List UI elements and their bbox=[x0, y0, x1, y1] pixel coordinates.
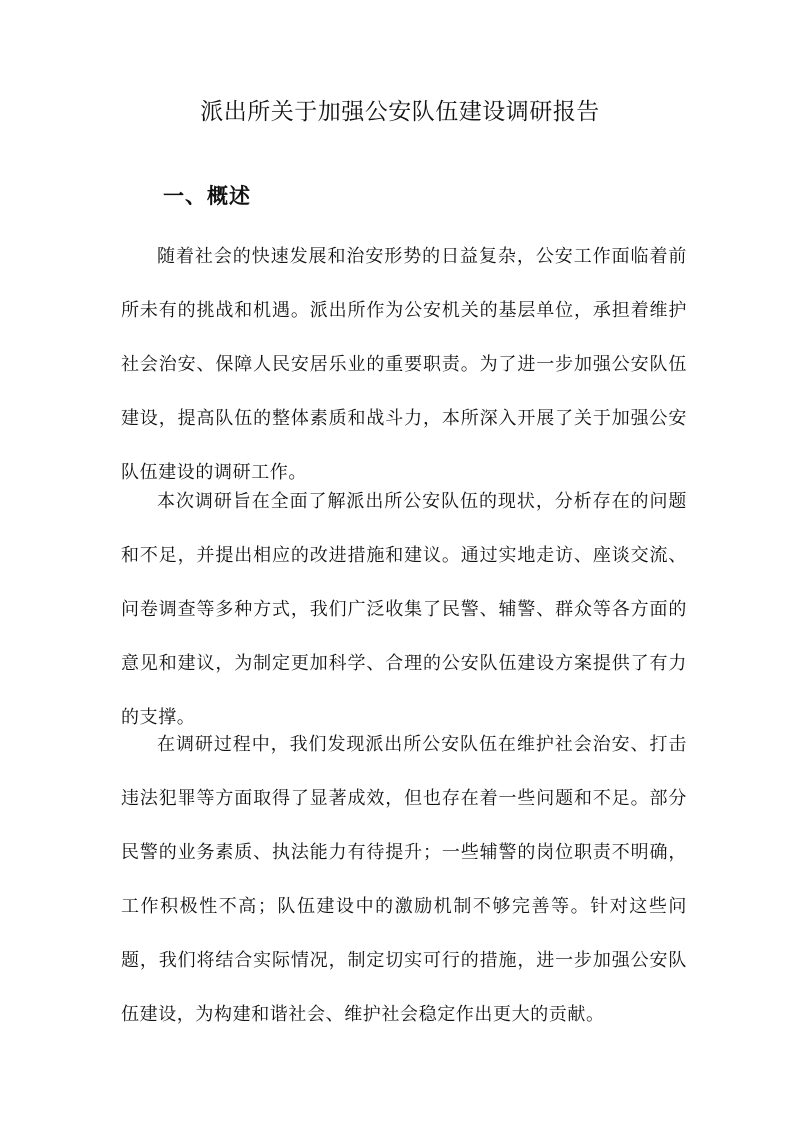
section-heading: 一、概述 bbox=[163, 183, 251, 208]
paragraph: 随着社会的快速发展和治安形势的日益复杂，公安工作面临着前所未有的挑战和机遇。派出所作为公安机关的基层单位，承担着维护社会治安、保障人民安居乐业的重要职责。为了进一步加强公安队伍建设，提高队伍的整体素质和战斗力，本所深入开展了关于加强公安队伍建设的调研工作。 bbox=[121, 246, 687, 483]
paragraph: 在调研过程中，我们发现派出所公安队伍在维护社会治安、打击违法犯罪等方面取得了显著成效，但也存在着一些问题和不足。部分民警的业务素质、执法能力有待提升；一些辅警的岗位职责不明确，工作积极性不高；队伍建设中的激励机制不够完善等。针对这些问题，我们将结合实际情况，制定切实可行的措施，进一步加强公安队伍建设，为构建和谐社会、维护社会稳定作出更大的贡献。 bbox=[121, 734, 687, 1025]
document-title: 派出所关于加强公安队伍建设调研报告 bbox=[200, 99, 600, 125]
paragraph: 本次调研旨在全面了解派出所公安队伍的现状，分析存在的问题和不足，并提出相应的改进措施和建议。通过实地走访、座谈交流、问卷调查等多种方式，我们广泛收集了民警、辅警、群众等各方面的意见和建议，为制定更加科学、合理的公安队伍建设方案提供了有力的支撑。 bbox=[121, 491, 687, 728]
